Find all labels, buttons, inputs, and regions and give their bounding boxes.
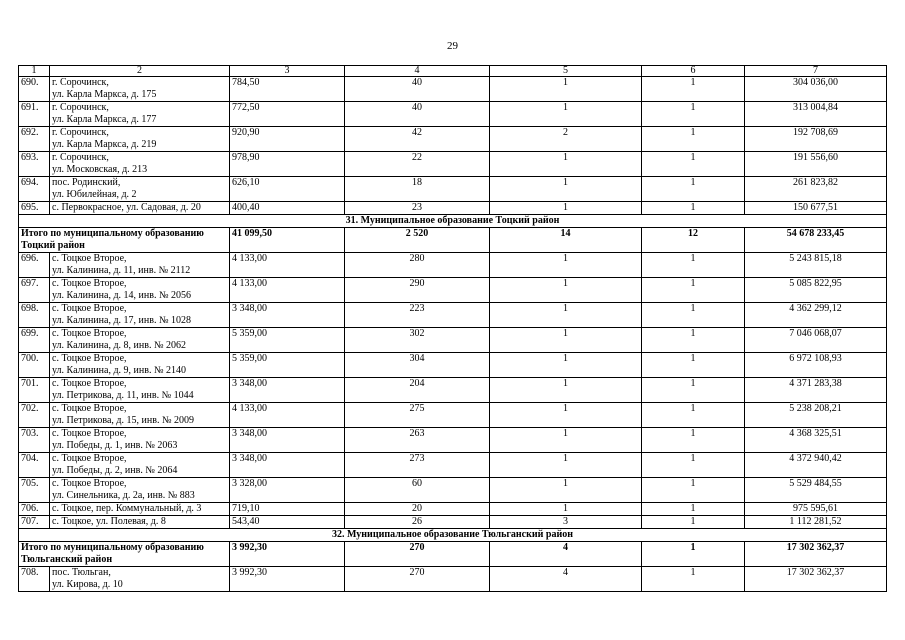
col5-cell: 1 [490,378,642,403]
col5-cell: 1 [490,428,642,453]
area-cell: 3 348,00 [230,453,345,478]
col5-cell: 1 [490,353,642,378]
residents-cell: 22 [345,152,490,177]
column-number: 4 [345,66,490,77]
register-table [18,65,887,592]
cost-cell: 4 371 283,38 [745,378,887,403]
area-cell: 3 348,00 [230,378,345,403]
table-row [19,503,887,516]
address-line: ул. Кирова, д. 10 [52,579,123,590]
cost-cell: 5 243 815,18 [745,253,887,278]
area-cell: 3 348,00 [230,303,345,328]
col5-cell: 1 [490,403,642,428]
row-number: 697. [19,278,50,303]
address-cell [50,567,230,592]
col6-cell: 1 [642,516,745,529]
address-line: пос. Тюльган, [52,567,111,578]
table-row [19,378,887,403]
cost-cell: 192 708,69 [745,127,887,152]
cost-cell: 4 372 940,42 [745,453,887,478]
col5-cell: 1 [490,278,642,303]
address-line: г. Сорочинск, [52,127,109,138]
col6-cell: 1 [642,253,745,278]
col6-cell: 1 [642,77,745,102]
col6-cell: 1 [642,127,745,152]
column-number: 2 [50,66,230,77]
residents-cell: 280 [345,253,490,278]
row-number: 692. [19,127,50,152]
section-title: 31. Муниципальное образование Тоцкий район [19,215,887,228]
cost-cell: 1 112 281,52 [745,516,887,529]
area-cell: 4 133,00 [230,403,345,428]
residents-cell: 275 [345,403,490,428]
residents-cell: 40 [345,77,490,102]
col5-cell: 1 [490,202,642,215]
address-line: Итого по муниципальному образованию [21,542,204,553]
cost-cell: 304 036,00 [745,77,887,102]
table-row [19,353,887,378]
col6-cell: 12 [642,228,745,253]
address-cell [50,403,230,428]
table-row [19,102,887,127]
row-number: 696. [19,253,50,278]
row-number: 706. [19,503,50,516]
address-line: ул. Петрикова, д. 11, инв. № 1044 [52,390,194,401]
column-number-row [19,66,887,77]
col5-cell: 1 [490,328,642,353]
table-row [19,403,887,428]
address-line: с. Тоцкое, ул. Полевая, д. 8 [52,516,166,527]
residents-cell: 2 520 [345,228,490,253]
col5-cell: 1 [490,303,642,328]
row-number: 701. [19,378,50,403]
col6-cell: 1 [642,428,745,453]
address-line: ул. Калинина, д. 17, инв. № 1028 [52,315,192,326]
residents-cell: 304 [345,353,490,378]
table-row [19,202,887,215]
residents-cell: 302 [345,328,490,353]
address-line: ул. Победы, д. 2, инв. № 2064 [52,465,178,476]
row-number: 704. [19,453,50,478]
col6-cell: 1 [642,152,745,177]
address-cell [50,303,230,328]
col6-cell: 1 [642,353,745,378]
column-number: 5 [490,66,642,77]
residents-cell: 20 [345,503,490,516]
address-line: ул. Московская, д. 213 [52,164,148,175]
residents-cell: 263 [345,428,490,453]
address-line: ул. Петрикова, д. 15, инв. № 2009 [52,415,194,426]
address-line: с. Тоцкое Второе, [52,278,127,289]
col6-cell: 1 [642,403,745,428]
residents-cell: 60 [345,478,490,503]
col5-cell: 2 [490,127,642,152]
residents-cell: 40 [345,102,490,127]
table-row [19,127,887,152]
cost-cell: 191 556,60 [745,152,887,177]
cost-cell: 5 529 484,55 [745,478,887,503]
col5-cell: 14 [490,228,642,253]
address-line: Итого по муниципальному образованию [21,228,204,239]
cost-cell: 313 004,84 [745,102,887,127]
col6-cell: 1 [642,202,745,215]
address-line: с. Тоцкое Второе, [52,303,127,314]
row-number: 702. [19,403,50,428]
col5-cell: 1 [490,152,642,177]
section-header-row [19,529,887,542]
address-cell [50,102,230,127]
address-cell [50,177,230,202]
address-cell [50,503,230,516]
col6-cell: 1 [642,503,745,516]
address-line: г. Сорочинск, [52,152,109,163]
residents-cell: 204 [345,378,490,403]
col6-cell: 1 [642,378,745,403]
area-cell: 784,50 [230,77,345,102]
col5-cell: 4 [490,542,642,567]
col6-cell: 1 [642,177,745,202]
table-row [19,428,887,453]
col5-cell: 4 [490,567,642,592]
cost-cell: 54 678 233,45 [745,228,887,253]
col5-cell: 1 [490,177,642,202]
address-line: с. Тоцкое Второе, [52,428,127,439]
section-title: 32. Муниципальное образование Тюльганский район [19,529,887,542]
table-row [19,152,887,177]
col5-cell: 1 [490,453,642,478]
area-cell: 5 359,00 [230,328,345,353]
page-number: 29 [447,40,458,52]
area-cell: 3 348,00 [230,428,345,453]
address-line: г. Сорочинск, [52,102,109,113]
address-line: ул. Синельника, д. 2а, инв. № 883 [52,490,195,501]
col5-cell: 3 [490,516,642,529]
address-cell [50,516,230,529]
cost-cell: 975 595,61 [745,503,887,516]
table-row [19,567,887,592]
col6-cell: 1 [642,542,745,567]
table-row [19,303,887,328]
address-line: с. Тоцкое Второе, [52,353,127,364]
address-cell [50,127,230,152]
residents-cell: 18 [345,177,490,202]
address-line: с. Первокрасное, ул. Садовая, д. 20 [52,202,201,213]
table-row [19,328,887,353]
cost-cell: 5 085 822,95 [745,278,887,303]
row-number: 693. [19,152,50,177]
residents-cell: 273 [345,453,490,478]
row-number: 700. [19,353,50,378]
address-cell [50,378,230,403]
address-cell [50,152,230,177]
row-number: 690. [19,77,50,102]
total-row [19,228,887,253]
col6-cell: 1 [642,328,745,353]
row-number: 703. [19,428,50,453]
address-line: г. Сорочинск, [52,77,109,88]
area-cell: 41 099,50 [230,228,345,253]
area-cell: 5 359,00 [230,353,345,378]
cost-cell: 17 302 362,37 [745,567,887,592]
col5-cell: 1 [490,253,642,278]
address-line: ул. Калинина, д. 8, инв. № 2062 [52,340,187,351]
cost-cell: 4 362 299,12 [745,303,887,328]
row-number: 705. [19,478,50,503]
area-cell: 4 133,00 [230,253,345,278]
address-cell [50,453,230,478]
row-number: 708. [19,567,50,592]
address-cell [50,428,230,453]
area-cell: 543,40 [230,516,345,529]
table-row [19,278,887,303]
table-row [19,516,887,529]
row-number: 691. [19,102,50,127]
area-cell: 4 133,00 [230,278,345,303]
table-row [19,478,887,503]
address-cell [19,542,230,567]
address-line: с. Тоцкое Второе, [52,328,127,339]
area-cell: 3 992,30 [230,567,345,592]
table-body [19,66,887,592]
address-line: ул. Калинина, д. 14, инв. № 2056 [52,290,192,301]
col6-cell: 1 [642,102,745,127]
col6-cell: 1 [642,478,745,503]
address-line: ул. Юбилейная, д. 2 [52,189,137,200]
section-header-row [19,215,887,228]
table-row [19,77,887,102]
cost-cell: 6 972 108,93 [745,353,887,378]
cost-cell: 261 823,82 [745,177,887,202]
row-number: 707. [19,516,50,529]
cost-cell: 150 677,51 [745,202,887,215]
address-line: ул. Карла Маркса, д. 177 [52,114,157,125]
col5-cell: 1 [490,503,642,516]
address-cell [50,253,230,278]
column-number: 3 [230,66,345,77]
area-cell: 3 992,30 [230,542,345,567]
cost-cell: 5 238 208,21 [745,403,887,428]
address-cell [19,228,230,253]
residents-cell: 223 [345,303,490,328]
row-number: 699. [19,328,50,353]
col6-cell: 1 [642,567,745,592]
area-cell: 772,50 [230,102,345,127]
address-line: пос. Родинский, [52,177,121,188]
column-number: 7 [745,66,887,77]
table-row [19,453,887,478]
total-row [19,542,887,567]
area-cell: 978,90 [230,152,345,177]
address-line: с. Тоцкое Второе, [52,253,127,264]
area-cell: 400,40 [230,202,345,215]
col6-cell: 1 [642,303,745,328]
residents-cell: 290 [345,278,490,303]
area-cell: 3 328,00 [230,478,345,503]
address-line: с. Тоцкое, пер. Коммунальный, д. 3 [52,503,202,514]
address-cell [50,478,230,503]
address-line: ул. Карла Маркса, д. 219 [52,139,157,150]
cost-cell: 7 046 068,07 [745,328,887,353]
residents-cell: 42 [345,127,490,152]
address-cell [50,278,230,303]
column-number: 6 [642,66,745,77]
residents-cell: 270 [345,567,490,592]
address-line: Тоцкий район [21,240,85,251]
col6-cell: 1 [642,453,745,478]
address-line: ул. Калинина, д. 9, инв. № 2140 [52,365,187,376]
table-row [19,253,887,278]
residents-cell: 26 [345,516,490,529]
row-number: 695. [19,202,50,215]
address-line: ул. Калинина, д. 11, инв. № 2112 [52,265,191,276]
col6-cell: 1 [642,278,745,303]
table-row [19,177,887,202]
row-number: 698. [19,303,50,328]
col5-cell: 1 [490,102,642,127]
col5-cell: 1 [490,478,642,503]
address-line: ул. Карла Маркса, д. 175 [52,89,157,100]
cost-cell: 4 368 325,51 [745,428,887,453]
cost-cell: 17 302 362,37 [745,542,887,567]
area-cell: 719,10 [230,503,345,516]
area-cell: 920,90 [230,127,345,152]
address-line: с. Тоцкое Второе, [52,478,127,489]
address-line: Тюльганский район [21,554,113,565]
residents-cell: 270 [345,542,490,567]
address-line: ул. Победы, д. 1, инв. № 2063 [52,440,178,451]
column-number: 1 [19,66,50,77]
residents-cell: 23 [345,202,490,215]
address-line: с. Тоцкое Второе, [52,453,127,464]
area-cell: 626,10 [230,177,345,202]
address-cell [50,77,230,102]
address-line: с. Тоцкое Второе, [52,378,127,389]
col5-cell: 1 [490,77,642,102]
address-cell [50,353,230,378]
address-line: с. Тоцкое Второе, [52,403,127,414]
address-cell [50,328,230,353]
row-number: 694. [19,177,50,202]
address-cell [50,202,230,215]
